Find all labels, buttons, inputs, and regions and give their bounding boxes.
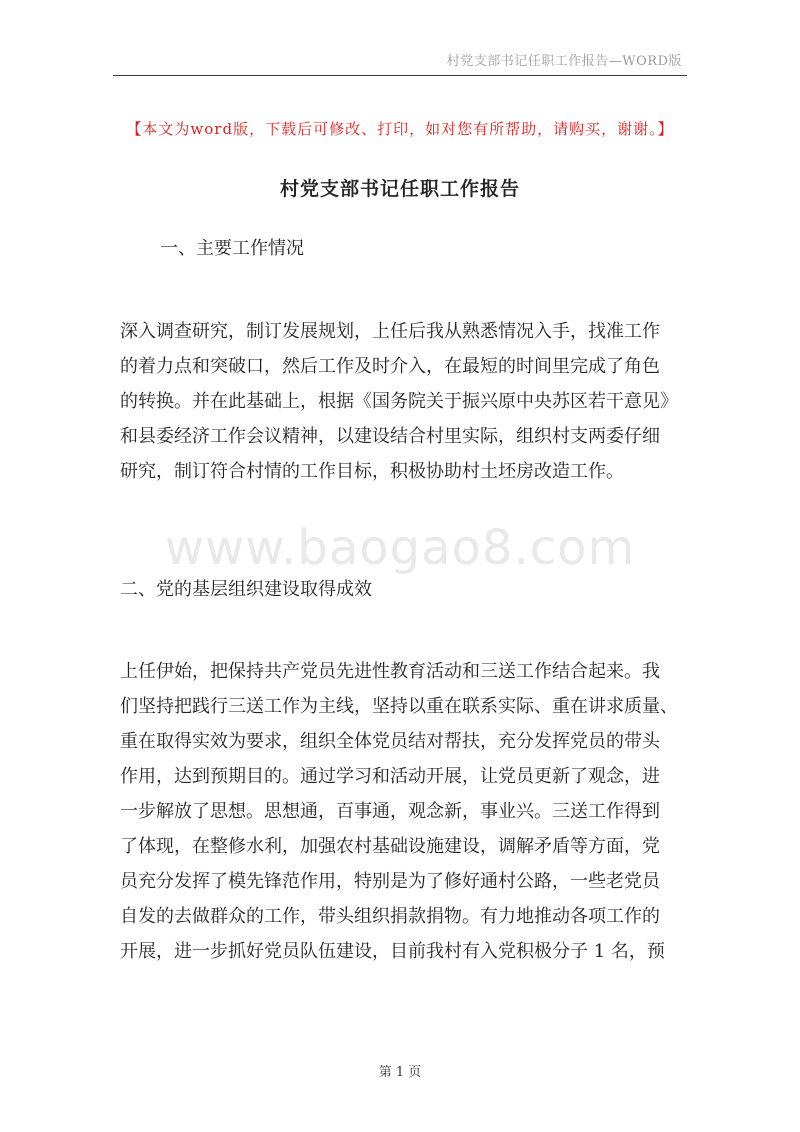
running-header: 村党支部书记任职工作报告—WORD版 — [446, 54, 682, 69]
section-heading-2: 二、党的基层组织建设取得成效 — [120, 579, 372, 600]
section-2-paragraph — [120, 654, 682, 969]
section-1-paragraph — [120, 314, 682, 489]
paragraph-line: 们坚持把践行三送工作为主线，坚持以重在联系实际、重在讲求质量、 — [120, 696, 678, 717]
section-heading-1: 一、主要工作情况 — [160, 238, 304, 259]
paragraph-line: 的着力点和突破口，然后工作及时介入，在最短的时间里完成了角色 — [120, 356, 660, 377]
purchase-notice: 【本文为word版，下载后可修改、打印，如对您有所帮助，请购买，谢谢。】 — [126, 120, 674, 138]
paragraph-line: 深入调查研究，制订发展规划，上任后我从熟悉情况入手，找准工作 — [120, 321, 660, 342]
paragraph-line: 开展，进一步抓好党员队伍建设，目前我村有入党积极分子 1 名，预 — [120, 941, 665, 962]
paragraph-line: 员充分发挥了模先锋范作用，特别是为了修好通村公路，一些老党员 — [120, 871, 660, 892]
paragraph-line: 一步解放了思想。思想通，百事通，观念新，事业兴。三送工作得到 — [120, 801, 660, 822]
paragraph-line: 重在取得实效为要求，组织全体党员结对帮扶，充分发挥党员的带头 — [120, 731, 660, 752]
paragraph-line: 研究，制订符合村情的工作目标，积极协助村土坯房改造工作。 — [120, 461, 624, 482]
paragraph-line: 的转换。并在此基础上，根据《国务院关于振兴原中央苏区若干意见》 — [120, 391, 678, 412]
header-divider — [113, 75, 687, 76]
paragraph-line: 自发的去做群众的工作，带头组织捐款捐物。有力地推动各项工作的 — [120, 906, 660, 927]
paragraph-line: 和县委经济工作会议精神，以建设结合村里实际，组织村支两委仔细 — [120, 426, 660, 447]
paragraph-line: 上任伊始，把保持共产党员先进性教育活动和三送工作结合起来。我 — [120, 661, 660, 682]
site-watermark: www.baogao8.com — [164, 520, 636, 576]
page-number: 第 1 页 — [378, 1065, 422, 1080]
paragraph-line: 作用，达到预期目的。通过学习和活动开展，让党员更新了观念，进 — [120, 766, 660, 787]
document-title: 村党支部书记任职工作报告 — [279, 178, 520, 200]
paragraph-line: 了体现，在整修水利，加强农村基础设施建设，调解矛盾等方面，党 — [120, 836, 660, 857]
